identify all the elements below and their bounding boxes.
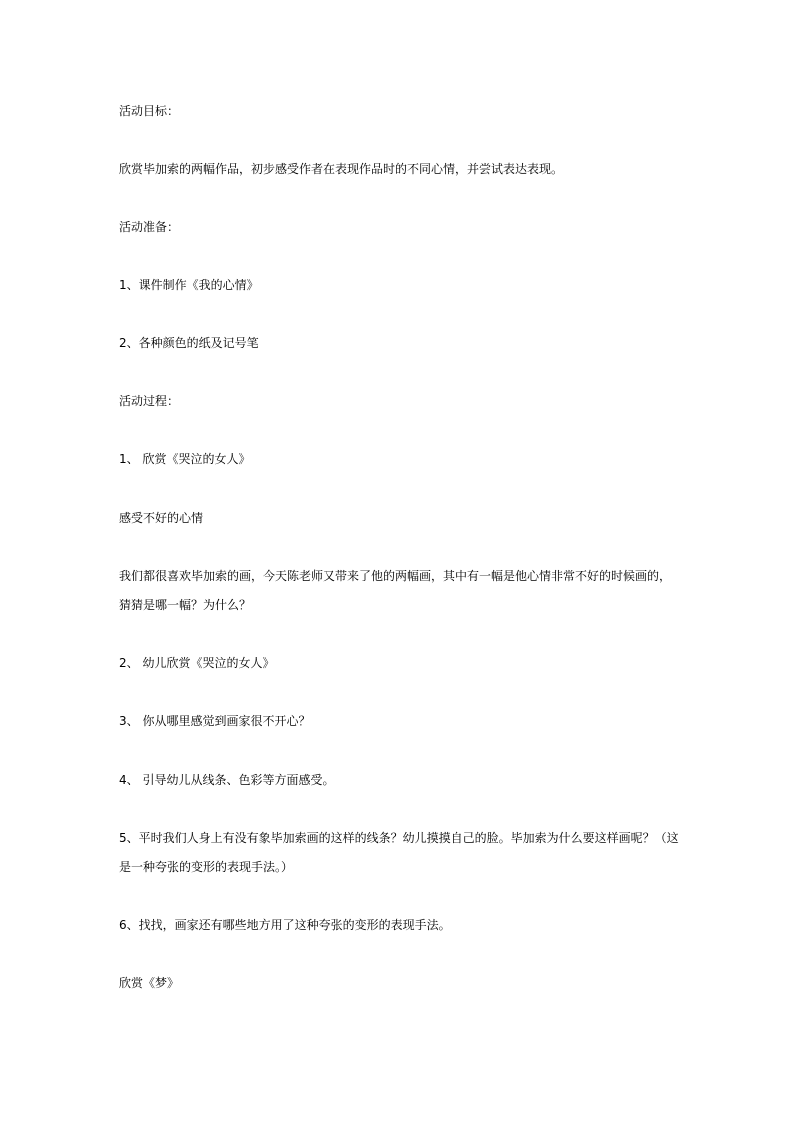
- prep-item-1: 1、课件制作《我的心情》: [119, 278, 259, 292]
- prep-item-2: 2、各种颜色的纸及记号笔: [119, 336, 259, 350]
- step-6: 6、找找，画家还有哪些地方用了这种夸张的变形的表现手法。: [119, 918, 451, 932]
- step-5-line-1: 5、平时我们人身上有没有象毕加索画的这样的线条？幼儿摸摸自己的脸。毕加索为什么要这样画呢？（这: [119, 831, 679, 845]
- step-3: 3、 你从哪里感觉到画家很不开心？: [119, 714, 311, 728]
- subheading-dream: 欣赏《梦》: [119, 976, 180, 990]
- step-2: 2、 幼儿欣赏《哭泣的女人》: [119, 656, 275, 670]
- step-5-line-2: 是一种夸张的变形的表现手法。）: [119, 860, 294, 874]
- subheading-bad-mood: 感受不好的心情: [119, 511, 204, 525]
- intro-paragraph-line-2: 猜猜是哪一幅？为什么？: [119, 598, 252, 612]
- process-heading: 活动过程：: [119, 394, 180, 408]
- goal-text: 欣赏毕加索的两幅作品，初步感受作者在表现作品时的不同心情，并尝试表达表现。: [119, 162, 564, 176]
- prep-heading: 活动准备：: [119, 220, 180, 234]
- step-1: 1、 欣赏《哭泣的女人》: [119, 452, 251, 466]
- intro-paragraph-line-1: 我们都很喜欢毕加索的画，今天陈老师又带来了他的两幅画，其中有一幅是他心情非常不好的时候画的，: [119, 569, 672, 583]
- step-4: 4、 引导幼儿从线条、色彩等方面感受。: [119, 773, 335, 787]
- goal-heading: 活动目标：: [119, 104, 180, 118]
